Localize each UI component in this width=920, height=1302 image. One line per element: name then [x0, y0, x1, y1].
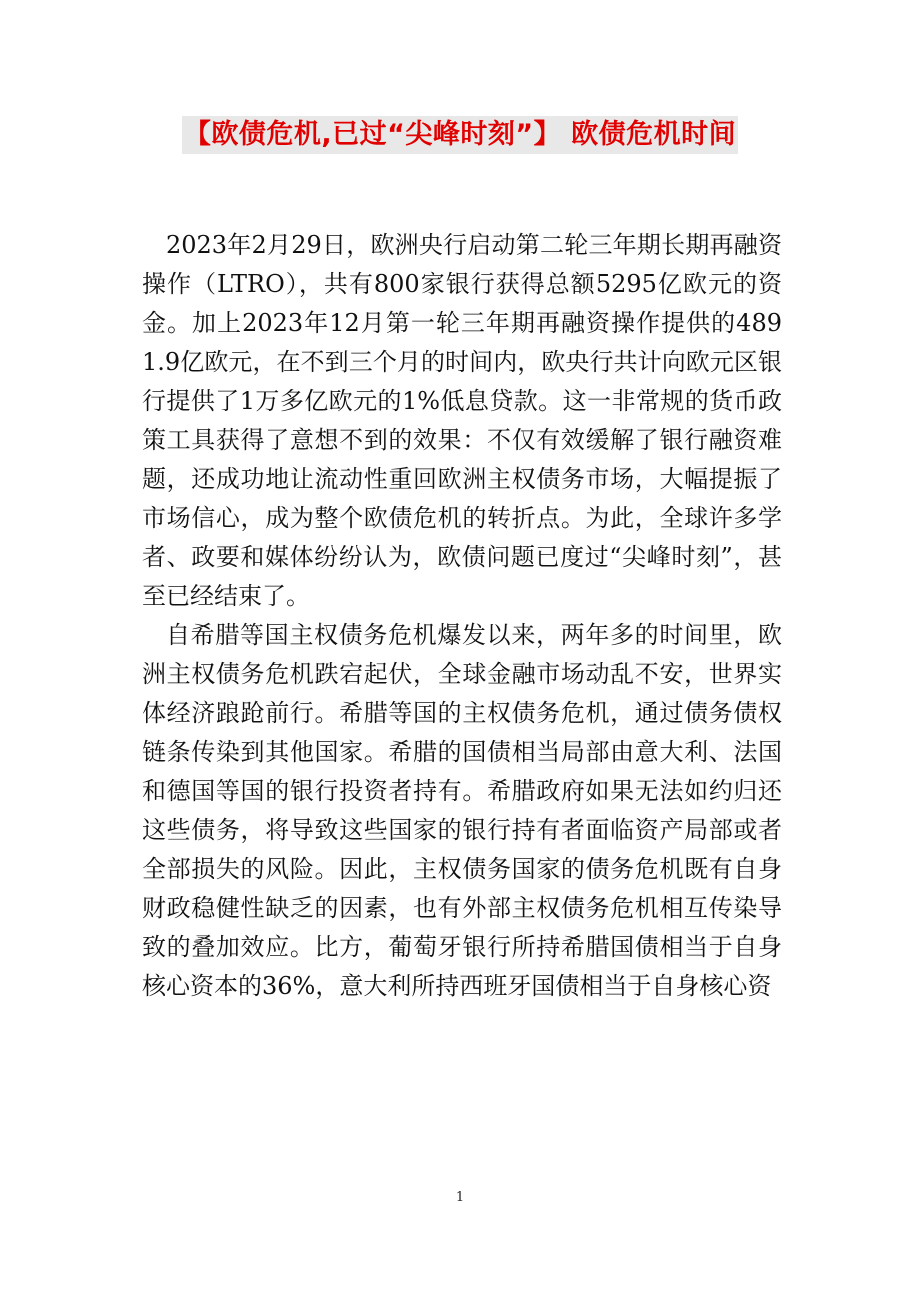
title-container [0, 116, 920, 154]
document-body [142, 226, 782, 1006]
paragraph-2: 自希腊等国主权债务危机爆发以来，两年多的时间里，欧洲主权债务危机跌宕起伏，全球金融市场动乱不安，世界实体经济踉跄前行。希腊等国的主权债务危机，通过债务债权链条传染到其他国家。希腊的国债相当局部由意大利、法国和德国等国的银行投资者持有。希腊政府如果无法如约归还这些债务，将导致这些国家的银行持有者面临资产局部或者全部损失的风险。因此，主权债务国家的债务危机既有自身财政稳健性缺乏的因素，也有外部主权债务危机相互传染导致的叠加效应。比方，葡萄牙银行所持希腊国债相当于自身核心资本的36%，意大利所持西班牙国债相当于自身核心资 [142, 621, 782, 1000]
paragraph-1: 2023年2月29日，欧洲央行启动第二轮三年期长期再融资操作（LTRO），共有800家银行获得总额5295亿欧元的资金。加上2023年12月第一轮三年期再融资操作提供的4891.9亿欧元，在不到三个月的时间内，欧央行共计向欧元区银行提供了1万多亿欧元的1%低息贷款。这一非常规的货币政策工具获得了意想不到的效果：不仅有效缓解了银行融资难题，还成功地让流动性重回欧洲主权债务市场，大幅提振了市场信心，成为整个欧债危机的转折点。为此，全球许多学者、政要和媒体纷纷认为，欧债问题已度过“尖峰时刻”，甚至已经结束了。 [142, 231, 782, 610]
page-number: 1 [455, 1190, 465, 1205]
document-title: 【欧债危机,已过“尖峰时刻”】 欧债危机时间 [182, 116, 738, 154]
